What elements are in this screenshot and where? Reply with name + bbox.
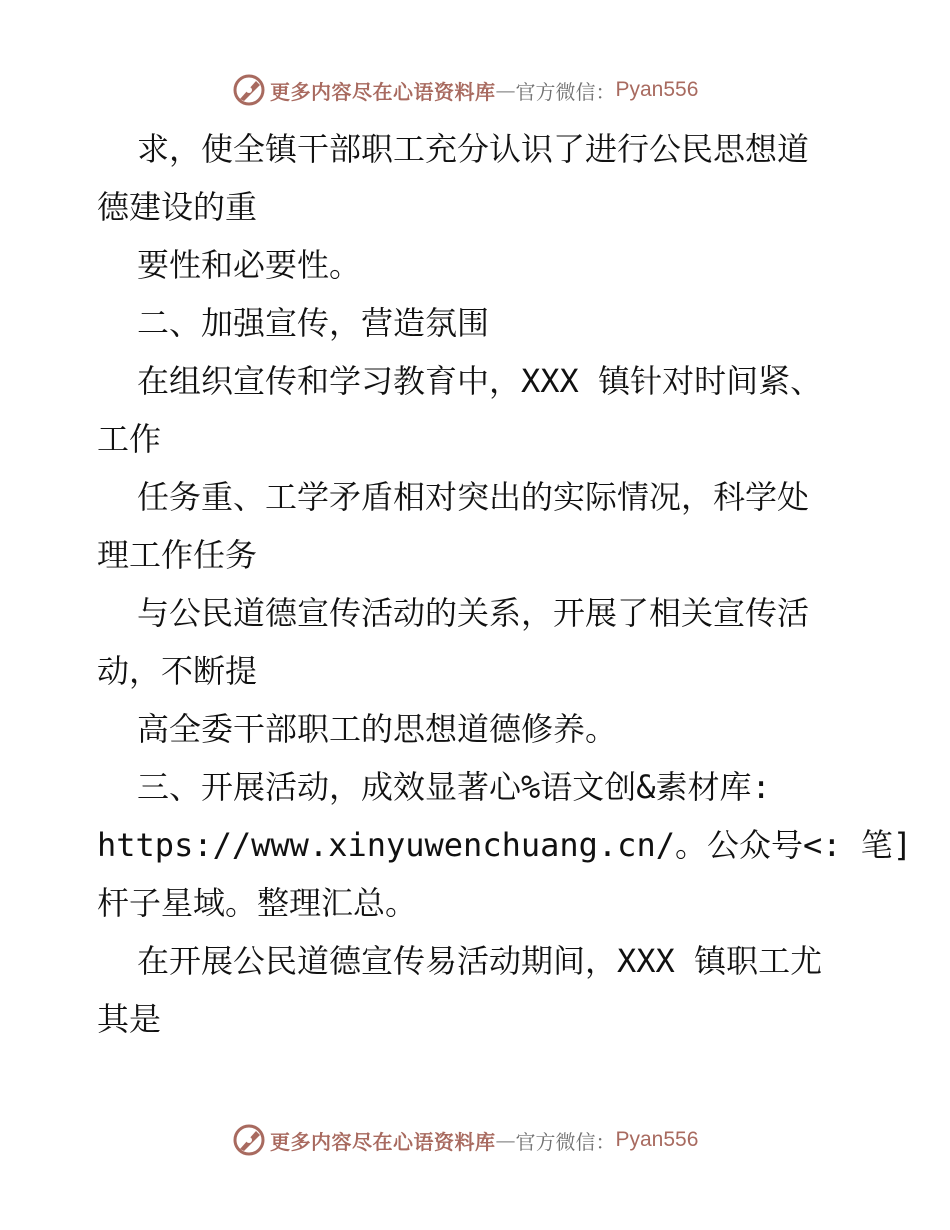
text-line: 在组织宣传和学习教育中，XXX 镇针对时间紧、: [137, 362, 823, 400]
text-line: 三、开展活动，成效显著心%语文创&素材库:: [137, 768, 771, 806]
text-line: 德建设的重: [97, 188, 258, 226]
text-line: 与公民道德宣传活动的关系，开展了相关宣传活: [137, 594, 810, 632]
text-line: 杆子星域。整理汇总。: [97, 884, 418, 922]
text-line: 动，不断提: [97, 652, 258, 690]
text-line: 高全委干部职工的思想道德修养。: [137, 710, 618, 748]
footer-watermark-banner: [232, 1120, 698, 1160]
footer-separator: —: [495, 1128, 516, 1152]
text-line: 在开展公民道德宣传易活动期间，XXX 镇职工尤: [137, 942, 823, 980]
text-line: 求，使全镇干部职工充分认识了进行公民思想道: [137, 130, 810, 168]
text-line: 二、加强宣传，营造氛围: [137, 304, 490, 342]
text-line: 任务重、工学矛盾相对突出的实际情况，科学处: [137, 478, 810, 516]
footer-site-text: 更多内容尽在心语资料库: [270, 1129, 496, 1154]
header-wechat-id: Pyan556: [615, 78, 699, 101]
text-line: https://www.xinyuwenchuang.cn/。公众号<: 笔]: [97, 826, 913, 864]
pen-circle-logo-icon: [232, 1123, 266, 1157]
text-line: 其是: [97, 1000, 162, 1038]
header-wechat-label: 官方微信：: [515, 79, 616, 104]
footer-wechat-id: Pyan556: [615, 1128, 699, 1151]
pen-circle-logo-icon: [232, 73, 266, 107]
header-watermark-banner: [232, 70, 698, 110]
header-site-text: 更多内容尽在心语资料库: [270, 79, 496, 104]
footer-wechat-label: 官方微信：: [515, 1129, 616, 1154]
header-separator: —: [495, 78, 516, 102]
text-line: 要性和必要性。: [137, 246, 362, 284]
text-line: 工作: [97, 420, 162, 458]
document-body: [97, 120, 913, 1048]
text-line: 理工作任务: [97, 536, 258, 574]
